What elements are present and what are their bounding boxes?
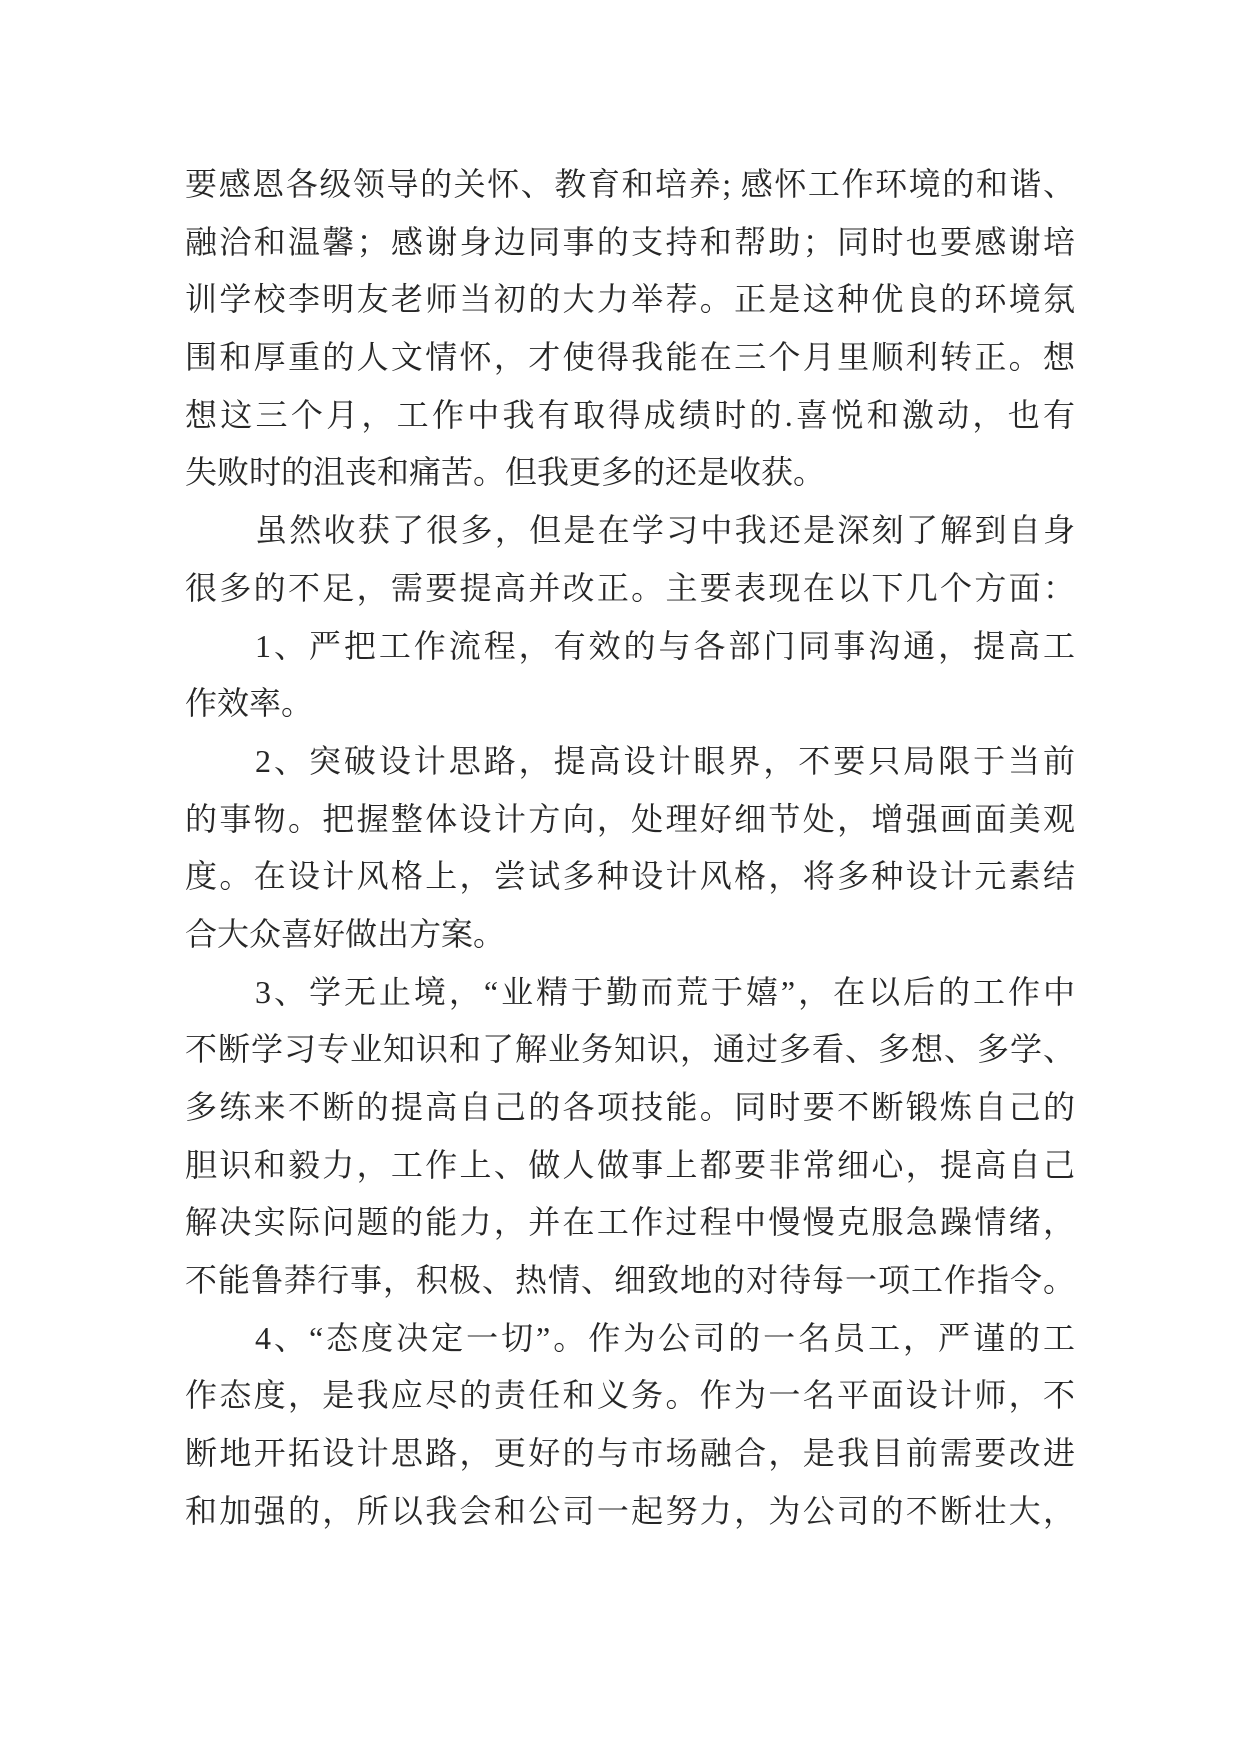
text-line: 作态度，是我应尽的责任和义务。作为一名平面设计师，不 (185, 1377, 1075, 1414)
text-line: 不断学习专业知识和了解业务知识，通过多看、多想、多学、 (185, 1031, 1075, 1068)
text-line: 3、学无止境，“业精于勤而荒于嬉”，在以后的工作中 (255, 973, 1075, 1010)
text-line: 胆识和毅力，工作上、做人做事上都要非常细心，提高自己 (185, 1146, 1075, 1183)
text-line: 不能鲁莽行事，积极、热情、细致地的对待每一项工作指令。 (185, 1262, 1075, 1299)
text-line: 合大众喜好做出方案。 (185, 915, 506, 952)
text-line: 虽然收获了很多，但是在学习中我还是深刻了解到自身 (255, 512, 1075, 549)
text-line: 很多的不足，需要提高并改正。主要表现在以下几个方面： (185, 569, 1075, 606)
text-line: 度。在设计风格上，尝试多种设计风格，将多种设计元素结 (185, 858, 1075, 895)
document-text-block (185, 156, 1075, 1541)
text-line: 作效率。 (185, 685, 314, 722)
text-line: 解决实际问题的能力，并在工作过程中慢慢克服急躁情绪， (185, 1204, 1075, 1241)
text-line: 想这三个月，工作中我有取得成绩时的.喜悦和激动，也有 (185, 396, 1075, 433)
text-line: 失败时的沮丧和痛苦。但我更多的还是收获。 (185, 454, 826, 491)
text-line: 1、严把工作流程，有效的与各部门同事沟通，提高工 (255, 627, 1075, 664)
text-line: 和加强的，所以我会和公司一起努力，为公司的不断壮大， (185, 1492, 1075, 1529)
text-line: 断地开拓设计思路，更好的与市场融合，是我目前需要改进 (185, 1435, 1075, 1472)
text-line: 围和厚重的人文情怀，才使得我能在三个月里顺利转正。想 (185, 339, 1075, 376)
text-line: 4、“态度决定一切”。作为公司的一名员工，严谨的工 (255, 1319, 1075, 1356)
text-line: 融洽和温馨；感谢身边同事的支持和帮助；同时也要感谢培 (185, 223, 1075, 260)
text-line: 要感恩各级领导的关怀、教育和培养; 感怀工作环境的和谐、 (185, 166, 1075, 202)
text-line: 的事物。把握整体设计方向，处理好细节处，增强画面美观 (185, 800, 1075, 837)
text-line: 2、突破设计思路，提高设计眼界，不要只局限于当前 (255, 742, 1075, 779)
text-line: 多练来不断的提高自己的各项技能。同时要不断锻炼自己的 (185, 1089, 1075, 1125)
text-line: 训学校李明友老师当初的大力举荐。正是这种优良的环境氛 (185, 281, 1075, 318)
